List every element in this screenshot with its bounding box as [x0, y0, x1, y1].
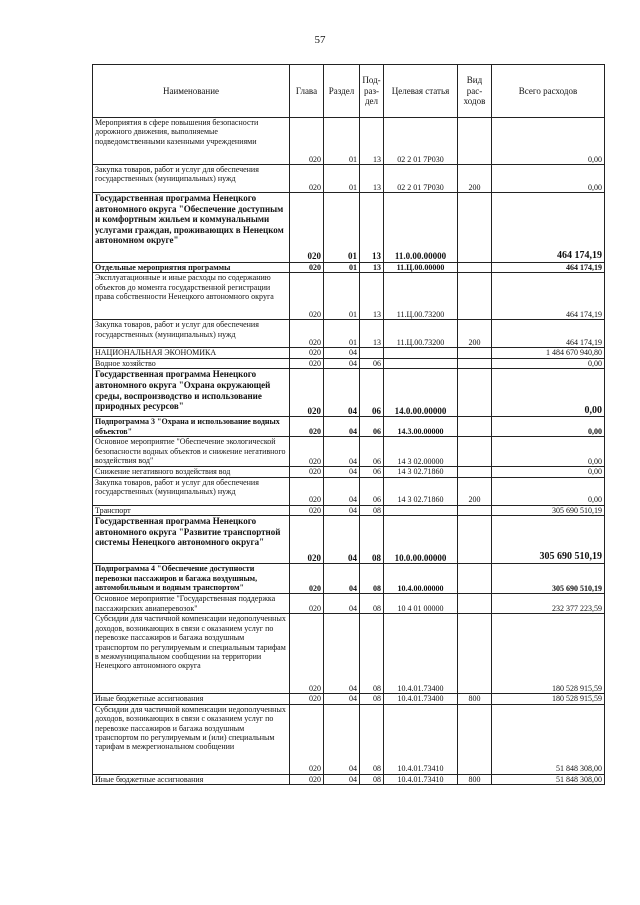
table-row	[93, 417, 605, 437]
cell-chapter: 020	[290, 505, 324, 515]
header-target: Целевая статья	[384, 65, 458, 118]
cell-total: 305 690 510,19	[492, 564, 605, 594]
cell-subsection: 06	[360, 437, 384, 467]
table-row	[93, 516, 605, 564]
cell-exp-type	[458, 614, 492, 694]
cell-chapter: 020	[290, 118, 324, 165]
table-header-row	[93, 65, 605, 118]
table-row	[93, 348, 605, 358]
cell-chapter: 020	[290, 417, 324, 437]
cell-target: 14 3 02.00000	[384, 437, 458, 467]
table-row	[93, 263, 605, 273]
cell-subsection: 13	[360, 273, 384, 320]
cell-exp-type: 800	[458, 694, 492, 704]
cell-exp-type	[458, 505, 492, 515]
cell-chapter: 020	[290, 467, 324, 477]
cell-total: 0,00	[492, 358, 605, 368]
cell-name: Закупка товаров, работ и услуг для обеспечения государственных (муниципальных) нужд	[93, 477, 290, 505]
cell-chapter: 020	[290, 369, 324, 417]
cell-total: 0,00	[492, 467, 605, 477]
cell-total: 0,00	[492, 369, 605, 417]
cell-total: 180 528 915,59	[492, 614, 605, 694]
cell-exp-type	[458, 704, 492, 774]
cell-section: 01	[324, 263, 360, 273]
cell-exp-type	[458, 564, 492, 594]
cell-target: 02 2 01 7Р030	[384, 165, 458, 193]
cell-total: 0,00	[492, 165, 605, 193]
cell-name: Государственная программа Ненецкого автономного округа "Охрана окружающей среды, воспроизводство и использование природных ресурсов"	[93, 369, 290, 417]
cell-name: Эксплуатационные и иные расходы по содержанию объектов до момента государственной регистрации права собственности Ненецкого автономного округа	[93, 273, 290, 320]
cell-chapter: 020	[290, 348, 324, 358]
cell-total: 464 174,19	[492, 320, 605, 348]
cell-section: 04	[324, 614, 360, 694]
table-row	[93, 193, 605, 263]
cell-chapter: 020	[290, 704, 324, 774]
cell-name: Субсидии для частичной компенсации недополученных доходов, возникающих в связи с оказанием услуг по перевозке пассажиров и багажа воздушным транспортом по регулируемым и специальным тарифам в межмуниципальном сообщении на территории Ненецкого автономного округа	[93, 614, 290, 694]
cell-target: 10.4.01.73410	[384, 774, 458, 784]
cell-chapter: 020	[290, 263, 324, 273]
table-row	[93, 118, 605, 165]
cell-target: 14.0.00.00000	[384, 369, 458, 417]
cell-total: 464 174,19	[492, 263, 605, 273]
table-row	[93, 564, 605, 594]
cell-subsection: 08	[360, 594, 384, 614]
header-section: Раздел	[324, 65, 360, 118]
cell-subsection: 13	[360, 320, 384, 348]
table-row	[93, 369, 605, 417]
table-row	[93, 704, 605, 774]
cell-section: 04	[324, 417, 360, 437]
cell-subsection: 13	[360, 165, 384, 193]
cell-total: 0,00	[492, 437, 605, 467]
cell-target: 14 3 02.71860	[384, 477, 458, 505]
cell-name: Иные бюджетные ассигнования	[93, 774, 290, 784]
cell-section: 04	[324, 358, 360, 368]
cell-total: 305 690 510,19	[492, 516, 605, 564]
cell-chapter: 020	[290, 564, 324, 594]
cell-chapter: 020	[290, 437, 324, 467]
cell-section: 01	[324, 273, 360, 320]
cell-subsection: 08	[360, 774, 384, 784]
cell-section: 01	[324, 118, 360, 165]
cell-subsection: 08	[360, 516, 384, 564]
cell-total: 464 174,19	[492, 273, 605, 320]
cell-subsection: 08	[360, 614, 384, 694]
cell-name: Основное мероприятие "Обеспечение экологической безопасности водных объектов и снижение негативного воздействия вод"	[93, 437, 290, 467]
cell-chapter: 020	[290, 614, 324, 694]
cell-total: 0,00	[492, 477, 605, 505]
cell-subsection: 13	[360, 263, 384, 273]
cell-name: Иные бюджетные ассигнования	[93, 694, 290, 704]
cell-chapter: 020	[290, 774, 324, 784]
table-row	[93, 358, 605, 368]
header-exp-type: Вид рас-ходов	[458, 65, 492, 118]
cell-target: 14 3 02.71860	[384, 467, 458, 477]
cell-section: 04	[324, 704, 360, 774]
cell-chapter: 020	[290, 273, 324, 320]
cell-exp-type	[458, 369, 492, 417]
cell-section: 04	[324, 516, 360, 564]
cell-subsection: 06	[360, 467, 384, 477]
cell-subsection: 08	[360, 564, 384, 594]
cell-section: 04	[324, 564, 360, 594]
cell-exp-type	[458, 263, 492, 273]
cell-total: 0,00	[492, 417, 605, 437]
cell-exp-type	[458, 358, 492, 368]
cell-section: 04	[324, 348, 360, 358]
table-row	[93, 594, 605, 614]
cell-total: 232 377 223,59	[492, 594, 605, 614]
cell-section: 04	[324, 467, 360, 477]
cell-subsection: 06	[360, 369, 384, 417]
cell-target: 10.4.01.73400	[384, 694, 458, 704]
table-row	[93, 467, 605, 477]
cell-target: 10.4.01.73410	[384, 704, 458, 774]
cell-exp-type: 200	[458, 320, 492, 348]
cell-section: 04	[324, 477, 360, 505]
cell-section: 01	[324, 320, 360, 348]
cell-exp-type	[458, 437, 492, 467]
cell-section: 01	[324, 165, 360, 193]
cell-name: Мероприятия в сфере повышения безопасности дорожного движения, выполняемые подведомственными казенными учреждениями	[93, 118, 290, 165]
table-row	[93, 614, 605, 694]
cell-chapter: 020	[290, 694, 324, 704]
cell-chapter: 020	[290, 594, 324, 614]
cell-target	[384, 505, 458, 515]
cell-chapter: 020	[290, 193, 324, 263]
cell-name: Транспорт	[93, 505, 290, 515]
cell-section: 04	[324, 505, 360, 515]
cell-subsection: 08	[360, 694, 384, 704]
cell-total: 305 690 510,19	[492, 505, 605, 515]
cell-subsection: 13	[360, 118, 384, 165]
cell-name: Государственная программа Ненецкого автономного округа "Развитие транспортной системы Ненецкого автономного округа"	[93, 516, 290, 564]
cell-section: 04	[324, 694, 360, 704]
cell-subsection: 06	[360, 358, 384, 368]
cell-chapter: 020	[290, 320, 324, 348]
cell-target: 11.Ц.00.73200	[384, 320, 458, 348]
cell-exp-type: 800	[458, 774, 492, 784]
cell-subsection: 06	[360, 417, 384, 437]
cell-section: 04	[324, 437, 360, 467]
table-row	[93, 437, 605, 467]
cell-subsection: 08	[360, 704, 384, 774]
cell-section: 04	[324, 369, 360, 417]
table-row	[93, 774, 605, 784]
cell-name: Закупка товаров, работ и услуг для обеспечения государственных (муниципальных) нужд	[93, 320, 290, 348]
cell-exp-type	[458, 467, 492, 477]
cell-exp-type	[458, 516, 492, 564]
table-row	[93, 165, 605, 193]
cell-name: НАЦИОНАЛЬНАЯ ЭКОНОМИКА	[93, 348, 290, 358]
cell-total: 51 848 308,00	[492, 774, 605, 784]
cell-total: 1 484 670 940,80	[492, 348, 605, 358]
cell-target	[384, 348, 458, 358]
cell-section: 04	[324, 774, 360, 784]
cell-chapter: 020	[290, 165, 324, 193]
page-number: 57	[314, 34, 326, 46]
cell-exp-type	[458, 118, 492, 165]
cell-section: 01	[324, 193, 360, 263]
cell-subsection: 06	[360, 477, 384, 505]
cell-name: Водное хозяйство	[93, 358, 290, 368]
cell-name: Подпрограмма 4 "Обеспечение доступности перевозки пассажиров и багажа воздушным, автомобильным и водным транспортом"	[93, 564, 290, 594]
cell-name: Снижение негативного воздействия вод	[93, 467, 290, 477]
cell-name: Отдельные мероприятия программы	[93, 263, 290, 273]
cell-name: Подпрограмма 3 "Охрана и использование водных объектов"	[93, 417, 290, 437]
cell-subsection: 08	[360, 505, 384, 515]
header-name: Наименование	[93, 65, 290, 118]
cell-target: 10 4 01 00000	[384, 594, 458, 614]
cell-target: 14.3.00.00000	[384, 417, 458, 437]
table-row	[93, 320, 605, 348]
cell-name: Основное мероприятие "Государственная поддержка пассажирских авиаперевозок"	[93, 594, 290, 614]
cell-target: 10.4.01.73400	[384, 614, 458, 694]
cell-chapter: 020	[290, 516, 324, 564]
table-row	[93, 505, 605, 515]
cell-section: 04	[324, 594, 360, 614]
cell-total: 51 848 308,00	[492, 704, 605, 774]
cell-subsection	[360, 348, 384, 358]
cell-total: 464 174,19	[492, 193, 605, 263]
cell-target: 10.4.00.00000	[384, 564, 458, 594]
cell-target: 11.Ц.00.73200	[384, 273, 458, 320]
cell-subsection: 13	[360, 193, 384, 263]
cell-target: 10.0.00.00000	[384, 516, 458, 564]
header-total: Всего расходов	[492, 65, 605, 118]
cell-exp-type	[458, 594, 492, 614]
cell-exp-type	[458, 193, 492, 263]
cell-name: Субсидии для частичной компенсации недополученных доходов, возникающих в связи с оказанием услуг по перевозке пассажиров и багажа воздушным транспортом по регулируемым и (или) специальным тарифам в межрегиональном сообщении	[93, 704, 290, 774]
cell-name: Государственная программа Ненецкого автономного округа "Обеспечение доступным и комфортным жильем и коммунальными услугами граждан, проживающих в Ненецком автономном округе"	[93, 193, 290, 263]
cell-exp-type: 200	[458, 477, 492, 505]
table-row	[93, 694, 605, 704]
cell-target: 11.0.00.00000	[384, 193, 458, 263]
table-row	[93, 273, 605, 320]
cell-target: 02 2 01 7Р030	[384, 118, 458, 165]
cell-exp-type	[458, 348, 492, 358]
cell-chapter: 020	[290, 477, 324, 505]
cell-target: 11.Ц.00.00000	[384, 263, 458, 273]
cell-chapter: 020	[290, 358, 324, 368]
cell-exp-type	[458, 417, 492, 437]
header-subsection: Под-раз-дел	[360, 65, 384, 118]
cell-name: Закупка товаров, работ и услуг для обеспечения государственных (муниципальных) нужд	[93, 165, 290, 193]
budget-table	[92, 64, 605, 785]
cell-target	[384, 358, 458, 368]
table-row	[93, 477, 605, 505]
cell-exp-type	[458, 273, 492, 320]
cell-total: 0,00	[492, 118, 605, 165]
header-chapter: Глава	[290, 65, 324, 118]
cell-exp-type: 200	[458, 165, 492, 193]
cell-total: 180 528 915,59	[492, 694, 605, 704]
